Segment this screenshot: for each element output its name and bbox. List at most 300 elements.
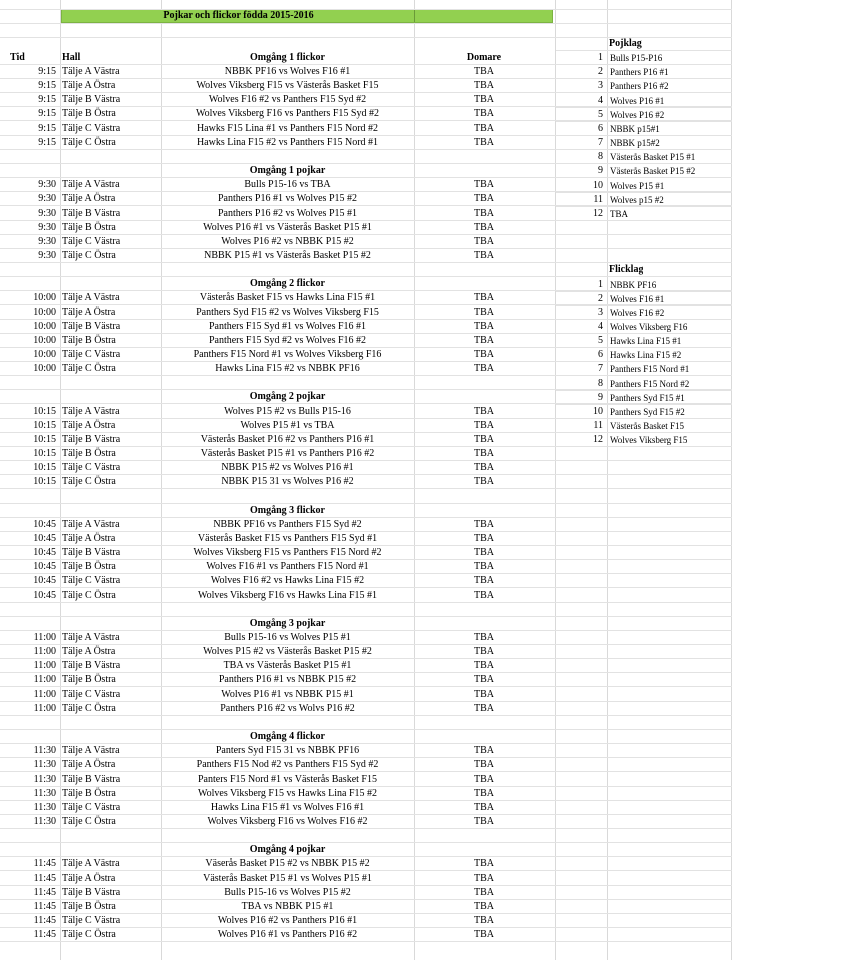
flicklag-title: Flicklag <box>609 264 644 276</box>
match-cell: Hawks Lina F15 #2 vs NBBK PF16 <box>215 363 360 375</box>
referee-cell: TBA <box>474 292 494 304</box>
hall-cell: Tälje C Östra <box>62 815 116 827</box>
table-row <box>0 787 732 801</box>
team-name: Wolves Viksberg F16 <box>610 322 688 332</box>
time-cell: 9:30 <box>38 235 56 247</box>
team-number: 1 <box>598 278 603 290</box>
hall-cell: Tälje B Östra <box>62 221 116 233</box>
team-name: Panthers F15 Nord #2 <box>610 378 690 389</box>
team-number: 5 <box>598 335 603 347</box>
match-cell: Bulls P15-16 vs TBA <box>244 179 331 191</box>
referee-cell: TBA <box>474 235 494 247</box>
flicklag-header <box>556 263 732 277</box>
referee-cell: TBA <box>474 745 494 757</box>
match-cell: NBBK P15 #2 vs Wolves P16 #1 <box>221 462 354 474</box>
time-cell: 11:45 <box>33 929 56 941</box>
referee-cell: TBA <box>474 688 494 700</box>
match-cell: Wolves F16 #2 vs Hawks Lina F15 #2 <box>210 575 365 587</box>
table-row <box>0 546 732 560</box>
hall-cell: Tälje A Västra <box>62 405 120 417</box>
time-cell: 11:00 <box>33 688 56 700</box>
referee-cell: TBA <box>474 221 494 233</box>
match-cell: Wolves P15 #1 vs TBA <box>240 419 335 431</box>
blank-row <box>0 603 732 617</box>
team-name: NBBK p15#2 <box>610 138 660 149</box>
time-cell: 9:15 <box>38 136 56 148</box>
table-row <box>0 475 732 489</box>
table-row <box>0 249 732 263</box>
table-row <box>0 886 732 900</box>
flicklag-item <box>556 419 732 433</box>
blank-row <box>0 490 732 504</box>
referee-cell: TBA <box>474 702 494 714</box>
blank-row <box>0 829 732 843</box>
time-cell: 11:30 <box>33 759 56 771</box>
referee-cell: TBA <box>474 462 494 474</box>
table-row <box>0 221 732 235</box>
referee-cell: TBA <box>474 547 494 559</box>
time-cell: 11:00 <box>33 632 56 643</box>
match-cell: Bulls P15-16 vs Wolves P15 #1 <box>224 632 351 643</box>
match-cell: Wolves F16 #2 vs Panthers F15 Syd #2 <box>208 94 367 106</box>
match-cell: Wolves Viksberg F16 vs Wolves F16 #2 <box>207 815 368 827</box>
referee-cell: TBA <box>474 561 494 573</box>
match-cell: TBA vs NBBK P15 #1 <box>241 900 334 912</box>
match-cell: Wolves Viksberg F15 vs Västerås Basket F15 <box>196 80 379 92</box>
team-number: 9 <box>598 391 603 403</box>
banner-divider <box>414 10 415 22</box>
match-cell: Panthers P16 #1 vs Wolves P15 #2 <box>217 193 358 205</box>
referee-cell: TBA <box>474 94 494 106</box>
round-row <box>0 504 732 518</box>
grid-line <box>0 23 732 24</box>
match-cell: Wolves P16 #2 vs Panthers P16 #1 <box>217 915 358 926</box>
hall-cell: Tälje B Västra <box>62 433 121 445</box>
table-row <box>0 744 732 758</box>
hall-cell: Tälje C Östra <box>62 589 116 601</box>
referee-cell: TBA <box>474 193 494 205</box>
match-cell: Västerås Basket F15 vs Panthers F15 Syd #1 <box>197 532 378 544</box>
table-row <box>0 532 732 546</box>
table-row <box>0 914 732 928</box>
match-cell: Bulls P15-16 vs Wolves P15 #2 <box>224 886 351 898</box>
team-number: 7 <box>598 363 603 375</box>
pojklag-item <box>556 108 732 122</box>
team-name: Panthers Syd F15 #1 <box>610 392 685 403</box>
time-cell: 9:30 <box>38 193 56 205</box>
hall-cell: Tälje C Västra <box>62 688 121 700</box>
referee-cell: TBA <box>474 575 494 587</box>
referee-cell: TBA <box>474 900 494 912</box>
match-cell: Västerås Basket P15 #1 vs Panthers P16 #2 <box>200 448 375 460</box>
time-cell: 10:15 <box>33 462 56 474</box>
team-name: NBBK p15#1 <box>610 123 660 134</box>
referee-cell: TBA <box>474 660 494 672</box>
match-cell: Panthers P16 #2 vs Wolvs P16 #2 <box>220 702 355 714</box>
table-row <box>0 631 732 645</box>
referee-cell: TBA <box>474 306 494 318</box>
hall-cell: Tälje B Västra <box>62 94 121 106</box>
referee-cell: TBA <box>474 929 494 941</box>
round-title: Omgång 2 flickor <box>250 278 325 290</box>
table-row <box>0 461 732 475</box>
hall-cell: Tälje B Östra <box>62 900 116 912</box>
title-banner <box>61 9 553 23</box>
referee-cell: TBA <box>474 787 494 799</box>
referee-cell: TBA <box>474 405 494 417</box>
hall-cell: Tälje C Västra <box>62 462 121 474</box>
team-name: TBA <box>610 208 628 219</box>
match-cell: Panthers P16 #2 vs Wolves P15 #1 <box>217 207 358 219</box>
referee-cell: TBA <box>474 801 494 813</box>
flicklag-item <box>556 433 732 447</box>
match-cell: Hawks Lina F15 #2 vs Panthers F15 Nord #1 <box>196 136 379 148</box>
match-cell: NBBK P15 #1 vs Västerås Basket P15 #2 <box>204 249 371 261</box>
pojklag-item <box>556 164 732 178</box>
time-cell: 10:45 <box>33 518 56 530</box>
match-cell: Panters F15 Nord #1 vs Västerås Basket F15 <box>198 773 377 785</box>
match-cell: Panthers F15 Syd #2 vs Wolves F16 #2 <box>208 334 367 346</box>
match-cell: Wolves P15 #2 vs Västerås Basket P15 #2 <box>203 646 372 658</box>
referee-cell: TBA <box>474 632 494 643</box>
referee-cell: TBA <box>474 886 494 898</box>
hall-cell: Tälje A Västra <box>62 858 120 870</box>
time-cell: 11:45 <box>33 872 56 884</box>
team-number: 12 <box>593 434 603 446</box>
hall-header: Hall <box>62 52 81 63</box>
match-cell: Wolves Viksberg F15 vs Hawks Lina F15 #2 <box>197 787 378 799</box>
team-name: Wolves F16 #1 <box>610 293 665 304</box>
time-cell: 11:45 <box>33 858 56 870</box>
round-title: Omgång 4 pojkar <box>249 844 326 856</box>
time-cell: 9:30 <box>38 249 56 261</box>
team-name: Hawks Lina F15 #1 <box>610 336 682 347</box>
flicklag-item <box>556 405 732 419</box>
pojklag-item <box>556 150 732 164</box>
table-row <box>0 518 732 532</box>
time-cell: 10:00 <box>33 334 56 346</box>
team-number: 7 <box>598 137 603 149</box>
referee-header: Domare <box>466 52 502 63</box>
referee-cell: TBA <box>474 872 494 884</box>
flicklag-item <box>556 320 732 334</box>
blank-row <box>0 716 732 730</box>
referee-cell: TBA <box>474 858 494 870</box>
match-cell: Väserås Basket P15 #2 vs NBBK P15 #2 <box>205 858 370 870</box>
time-cell: 11:00 <box>33 674 56 686</box>
team-name: Panthers P16 #2 <box>610 81 669 92</box>
time-cell: 9:15 <box>38 94 56 106</box>
team-number: 2 <box>598 66 603 78</box>
match-cell: Panthers Syd F15 #2 vs Wolves Viksberg F15 <box>196 306 379 318</box>
round-row <box>0 617 732 631</box>
referee-cell: TBA <box>474 207 494 219</box>
time-cell: 11:45 <box>33 886 56 898</box>
match-cell: Wolves P16 #1 vs Panthers P16 #2 <box>217 929 358 941</box>
table-row <box>0 758 732 772</box>
hall-cell: Tälje B Västra <box>62 773 121 785</box>
match-cell: Västerås Basket F15 vs Hawks Lina F15 #1 <box>199 292 376 304</box>
hall-cell: Tälje A Östra <box>62 80 116 92</box>
table-row <box>0 235 732 249</box>
team-name: Panthers P16 #1 <box>610 67 669 78</box>
hall-cell: Tälje A Östra <box>62 419 116 431</box>
match-cell: Hawks F15 Lina #1 vs Panthers F15 Nord #2 <box>196 122 379 134</box>
team-name: Panthers Syd F15 #2 <box>610 406 685 417</box>
referee-cell: TBA <box>474 773 494 785</box>
table-row <box>0 645 732 659</box>
referee-cell: TBA <box>474 249 494 261</box>
round-title: Omgång 1 pojkar <box>249 165 326 177</box>
time-cell: 10:45 <box>33 532 56 544</box>
time-cell: 9:15 <box>38 108 56 120</box>
referee-cell: TBA <box>474 448 494 460</box>
hall-cell: Tälje B Västra <box>62 547 121 559</box>
referee-cell: TBA <box>474 476 494 488</box>
time-cell: 10:45 <box>33 589 56 601</box>
round-title: Omgång 4 flickor <box>250 731 325 743</box>
team-number: 6 <box>598 349 603 361</box>
grid-line <box>0 9 732 10</box>
match-cell: NBBK P15 31 vs Wolves P16 #2 <box>221 476 354 488</box>
time-cell: 11:30 <box>33 815 56 827</box>
flicklag-item <box>556 348 732 362</box>
team-name: Wolves P16 #2 <box>610 109 665 120</box>
match-cell: Wolves Viksberg F16 vs Panthers F15 Syd #2 <box>196 108 379 120</box>
time-cell: 10:00 <box>33 292 56 304</box>
hall-cell: Tälje C Östra <box>62 702 116 714</box>
time-cell: 11:00 <box>33 646 56 658</box>
hall-cell: Tälje C Östra <box>62 249 116 261</box>
referee-cell: TBA <box>474 108 494 120</box>
time-cell: 11:45 <box>33 900 56 912</box>
hall-cell: Tälje C Västra <box>62 349 121 360</box>
hall-cell: Tälje A Östra <box>62 646 116 658</box>
time-cell: 10:15 <box>33 476 56 488</box>
referee-cell: TBA <box>474 532 494 544</box>
team-name: Hawks Lina F15 #2 <box>610 350 682 361</box>
hall-cell: Tälje B Östra <box>62 448 116 460</box>
time-cell: 11:30 <box>33 773 56 785</box>
round-title: Omgång 2 pojkar <box>249 391 326 403</box>
time-cell: 10:00 <box>33 363 56 375</box>
hall-cell: Tälje A Östra <box>62 872 116 884</box>
pojklag-item <box>556 207 732 221</box>
team-name: Wolves F16 #2 <box>610 307 665 318</box>
match-cell: Panthers F15 Nord #1 vs Wolves Viksberg F16 <box>193 349 382 360</box>
match-cell: Västerås Basket P15 #1 vs Wolves P15 #1 <box>203 872 372 884</box>
table-row <box>0 928 732 942</box>
hall-cell: Tälje B Östra <box>62 561 116 573</box>
time-cell: 11:30 <box>33 787 56 799</box>
pojklag-item <box>556 122 732 136</box>
match-cell: Wolves Viksberg F16 vs Hawks Lina F15 #1 <box>197 589 378 601</box>
hall-cell: Tälje C Västra <box>62 575 121 587</box>
time-cell: 10:15 <box>33 448 56 460</box>
hall-cell: Tälje B Västra <box>62 660 121 672</box>
hall-cell: Tälje B Västra <box>62 207 121 219</box>
flicklag-item <box>556 334 732 348</box>
hall-cell: Tälje A Östra <box>62 759 116 771</box>
round-header: Omgång 1 flickor <box>250 52 325 63</box>
referee-cell: TBA <box>474 320 494 332</box>
team-name: NBBK PF16 <box>610 279 657 290</box>
referee-cell: TBA <box>474 66 494 77</box>
time-cell: 10:00 <box>33 320 56 332</box>
referee-cell: TBA <box>474 589 494 601</box>
table-row <box>0 815 732 829</box>
pojklag-item <box>556 79 732 93</box>
table-row <box>0 673 732 687</box>
match-cell: Panthers P16 #1 vs NBBK P15 #2 <box>218 674 357 686</box>
referee-cell: TBA <box>474 179 494 191</box>
match-cell: Wolves F16 #1 vs Panthers F15 Nord #1 <box>206 561 369 573</box>
referee-cell: TBA <box>474 136 494 148</box>
team-number: 10 <box>593 405 603 417</box>
pojklag-item <box>556 136 732 150</box>
referee-cell: TBA <box>474 334 494 346</box>
hall-cell: Tälje C Västra <box>62 801 121 813</box>
time-cell: 10:15 <box>33 419 56 431</box>
table-row <box>0 900 732 914</box>
hall-cell: Tälje B Östra <box>62 334 116 346</box>
team-number: 9 <box>598 165 603 177</box>
time-cell: 9:30 <box>38 179 56 191</box>
match-cell: Wolves P16 #1 vs NBBK P15 #1 <box>221 688 354 700</box>
match-cell: Hawks Lina F15 #1 vs Wolves F16 #1 <box>210 801 365 813</box>
hall-cell: Tälje A Östra <box>62 193 116 205</box>
time-cell: 10:15 <box>33 405 56 417</box>
referee-cell: TBA <box>474 815 494 827</box>
team-number: 3 <box>598 306 603 318</box>
referee-cell: TBA <box>474 433 494 445</box>
match-cell: Västerås Basket P16 #2 vs Panthers P16 #1 <box>200 433 375 445</box>
table-row <box>0 773 732 787</box>
hall-cell: Tälje A Västra <box>62 745 120 757</box>
hall-cell: Tälje A Östra <box>62 532 116 544</box>
hall-cell: Tälje C Östra <box>62 476 116 488</box>
table-row <box>0 872 732 886</box>
time-cell: 11:00 <box>33 702 56 714</box>
referee-cell: TBA <box>474 915 494 926</box>
flicklag-item <box>556 306 732 320</box>
pojklag-item <box>556 51 732 65</box>
pojklag-item <box>556 179 732 193</box>
hall-cell: Tälje A Västra <box>62 518 120 530</box>
referee-cell: TBA <box>474 122 494 134</box>
time-cell: 10:15 <box>33 433 56 445</box>
team-number: 2 <box>598 292 603 304</box>
flicklag-item <box>556 292 732 306</box>
team-number: 8 <box>598 377 603 389</box>
team-name: Panthers F15 Nord #1 <box>610 364 690 375</box>
team-number: 11 <box>593 193 603 205</box>
hall-cell: Tälje B Västra <box>62 320 121 332</box>
referee-cell: TBA <box>474 80 494 92</box>
referee-cell: TBA <box>474 349 494 360</box>
page-title: Pojkar och flickor födda 2015-2016 <box>163 10 314 21</box>
time-cell: 11:45 <box>33 915 56 926</box>
pojklag-item <box>556 94 732 108</box>
table-row <box>0 688 732 702</box>
time-cell: 11:00 <box>33 660 56 672</box>
team-name: Västerås Basket P15 #2 <box>610 166 696 177</box>
pojklag-title: Pojklag <box>609 38 642 49</box>
flicklag-item <box>556 377 732 391</box>
match-cell: Panthers F15 Nod #2 vs Panthers F15 Syd #2 <box>196 759 379 771</box>
team-number: 6 <box>598 122 603 134</box>
hall-cell: Tälje B Östra <box>62 787 116 799</box>
round-title: Omgång 3 flickor <box>250 504 325 516</box>
hall-cell: Tälje A Västra <box>62 66 120 77</box>
team-number: 10 <box>593 179 603 191</box>
table-row <box>0 659 732 673</box>
hall-cell: Tälje B Östra <box>62 108 116 120</box>
team-number: 11 <box>593 420 603 432</box>
time-cell: 9:30 <box>38 207 56 219</box>
team-name: Wolves P16 #1 <box>610 95 665 106</box>
hall-cell: Tälje B Västra <box>62 886 121 898</box>
time-cell: 10:45 <box>33 561 56 573</box>
table-row <box>0 589 732 603</box>
table-row <box>0 447 732 461</box>
hall-cell: Tälje A Västra <box>62 632 120 643</box>
referee-cell: TBA <box>474 518 494 530</box>
time-cell: 9:30 <box>38 221 56 233</box>
team-number: 5 <box>598 108 603 120</box>
hall-cell: Tälje C Västra <box>62 915 121 926</box>
round-row <box>0 730 732 744</box>
match-cell: Wolves P15 #2 vs Bulls P15-16 <box>224 405 351 417</box>
referee-cell: TBA <box>474 646 494 658</box>
hall-cell: Tälje C Östra <box>62 363 116 375</box>
referee-cell: TBA <box>474 419 494 431</box>
team-number: 12 <box>593 207 603 219</box>
table-row <box>0 574 732 588</box>
time-cell: 10:00 <box>33 349 56 360</box>
referee-cell: TBA <box>474 759 494 771</box>
flicklag-item <box>556 391 732 405</box>
hall-cell: Tälje B Östra <box>62 674 116 686</box>
team-number: 3 <box>598 80 603 92</box>
team-number: 4 <box>598 94 603 106</box>
time-cell: 11:30 <box>33 745 56 757</box>
team-name: Bulls P15-P16 <box>610 53 663 64</box>
hall-cell: Tälje A Västra <box>62 179 120 191</box>
time-cell: 11:30 <box>33 801 56 813</box>
table-row <box>0 560 732 574</box>
pojklag-item <box>556 65 732 79</box>
flicklag-item <box>556 362 732 376</box>
team-name: Västerås Basket P15 #1 <box>610 152 696 163</box>
time-cell: 9:15 <box>38 122 56 134</box>
time-cell: 9:15 <box>38 80 56 92</box>
time-header: Tid <box>10 52 25 63</box>
table-row <box>0 857 732 871</box>
time-cell: 10:45 <box>33 547 56 559</box>
round-row <box>0 843 732 857</box>
match-cell: Wolves P16 #2 vs NBBK P15 #2 <box>221 235 354 247</box>
pojklag-header <box>556 37 732 51</box>
match-cell: NBBK PF16 vs Panthers F15 Syd #2 <box>213 518 362 530</box>
referee-cell: TBA <box>474 674 494 686</box>
pojklag-item <box>556 193 732 207</box>
table-row <box>0 702 732 716</box>
flicklag-item <box>556 278 732 292</box>
referee-cell: TBA <box>474 363 494 375</box>
time-cell: 9:15 <box>38 66 56 77</box>
team-number: 1 <box>598 52 603 64</box>
